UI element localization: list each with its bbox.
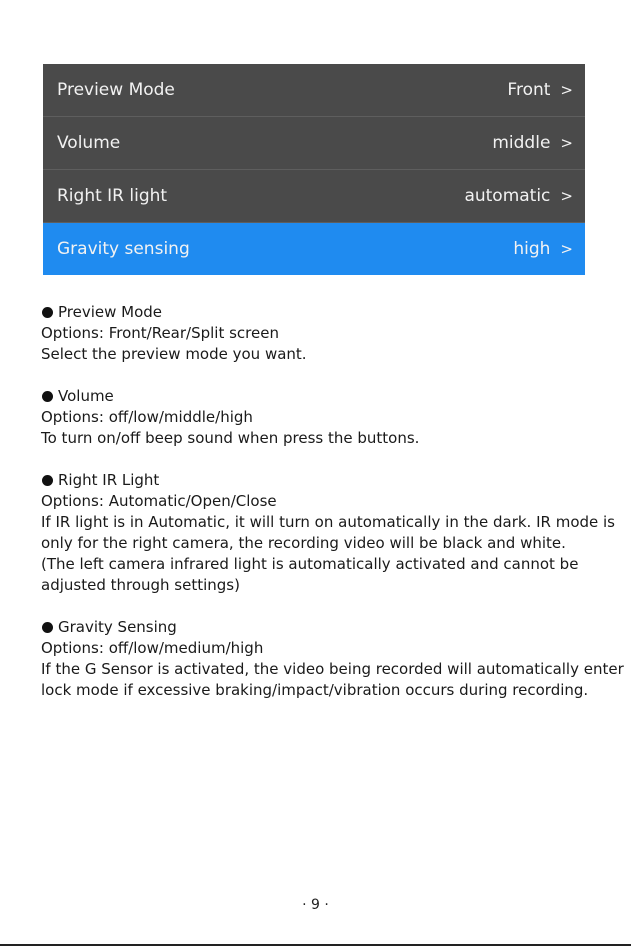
section-title: Preview Mode (58, 303, 163, 321)
bullet-icon (42, 307, 53, 318)
menu-row-value-group (507, 80, 573, 100)
section-options: Options: off/low/medium/high (41, 639, 264, 657)
menu-row-value: middle (492, 133, 551, 153)
section-title: Gravity Sensing (58, 618, 177, 636)
menu-row-value-group (464, 186, 573, 206)
page-number: · 9 · (302, 897, 329, 913)
manual-content (41, 302, 624, 722)
section-description-line: only for the right camera, the recording video will be black and white. (41, 534, 566, 552)
section-description-line: Select the preview mode you want. (41, 345, 307, 363)
section-options: Options: Automatic/Open/Close (41, 492, 277, 510)
chevron-right-icon: > (560, 240, 573, 258)
section-description-line: If IR light is in Automatic, it will turn on automatically in the dark. IR mode is (41, 513, 615, 531)
section-description-line: To turn on/off beep sound when press the buttons. (41, 429, 420, 447)
section-description-line: lock mode if excessive braking/impact/vibration occurs during recording. (41, 681, 589, 699)
settings-menu (43, 64, 585, 275)
section-gravity-sensing (41, 617, 624, 701)
section-description-line: adjusted through settings) (41, 576, 240, 594)
section-description-line: (The left camera infrared light is automatically activated and cannot be (41, 555, 579, 573)
section-heading (41, 386, 606, 407)
chevron-right-icon: > (560, 81, 573, 99)
menu-row-right-ir-light[interactable] (43, 170, 585, 222)
menu-row-gravity-sensing[interactable] (43, 223, 585, 275)
section-heading (41, 470, 606, 491)
section-options: Options: Front/Rear/Split screen (41, 324, 279, 342)
section-options: Options: off/low/middle/high (41, 408, 253, 426)
bullet-icon (42, 622, 53, 633)
section-preview-mode (41, 302, 606, 365)
menu-row-label: Preview Mode (57, 80, 175, 100)
menu-row-label: Volume (57, 133, 121, 153)
chevron-right-icon: > (560, 134, 573, 152)
menu-row-value: Front (507, 80, 551, 100)
section-title: Volume (58, 387, 114, 405)
menu-row-value: automatic (464, 186, 551, 206)
section-title: Right IR Light (58, 471, 160, 489)
section-heading (41, 617, 606, 638)
menu-row-volume[interactable] (43, 117, 585, 169)
menu-row-value-group (492, 133, 573, 153)
menu-row-label: Gravity sensing (57, 239, 190, 259)
section-description-line: If the G Sensor is activated, the video being recorded will automatically enter (41, 660, 624, 678)
menu-row-preview-mode[interactable] (43, 64, 585, 116)
bullet-icon (42, 475, 53, 486)
bullet-icon (42, 391, 53, 402)
section-volume (41, 386, 606, 449)
menu-row-value-group (513, 239, 573, 259)
menu-row-label: Right IR light (57, 186, 168, 206)
chevron-right-icon: > (560, 187, 573, 205)
section-right-ir-light (41, 470, 615, 596)
menu-row-value: high (513, 239, 551, 259)
section-heading (41, 302, 606, 323)
